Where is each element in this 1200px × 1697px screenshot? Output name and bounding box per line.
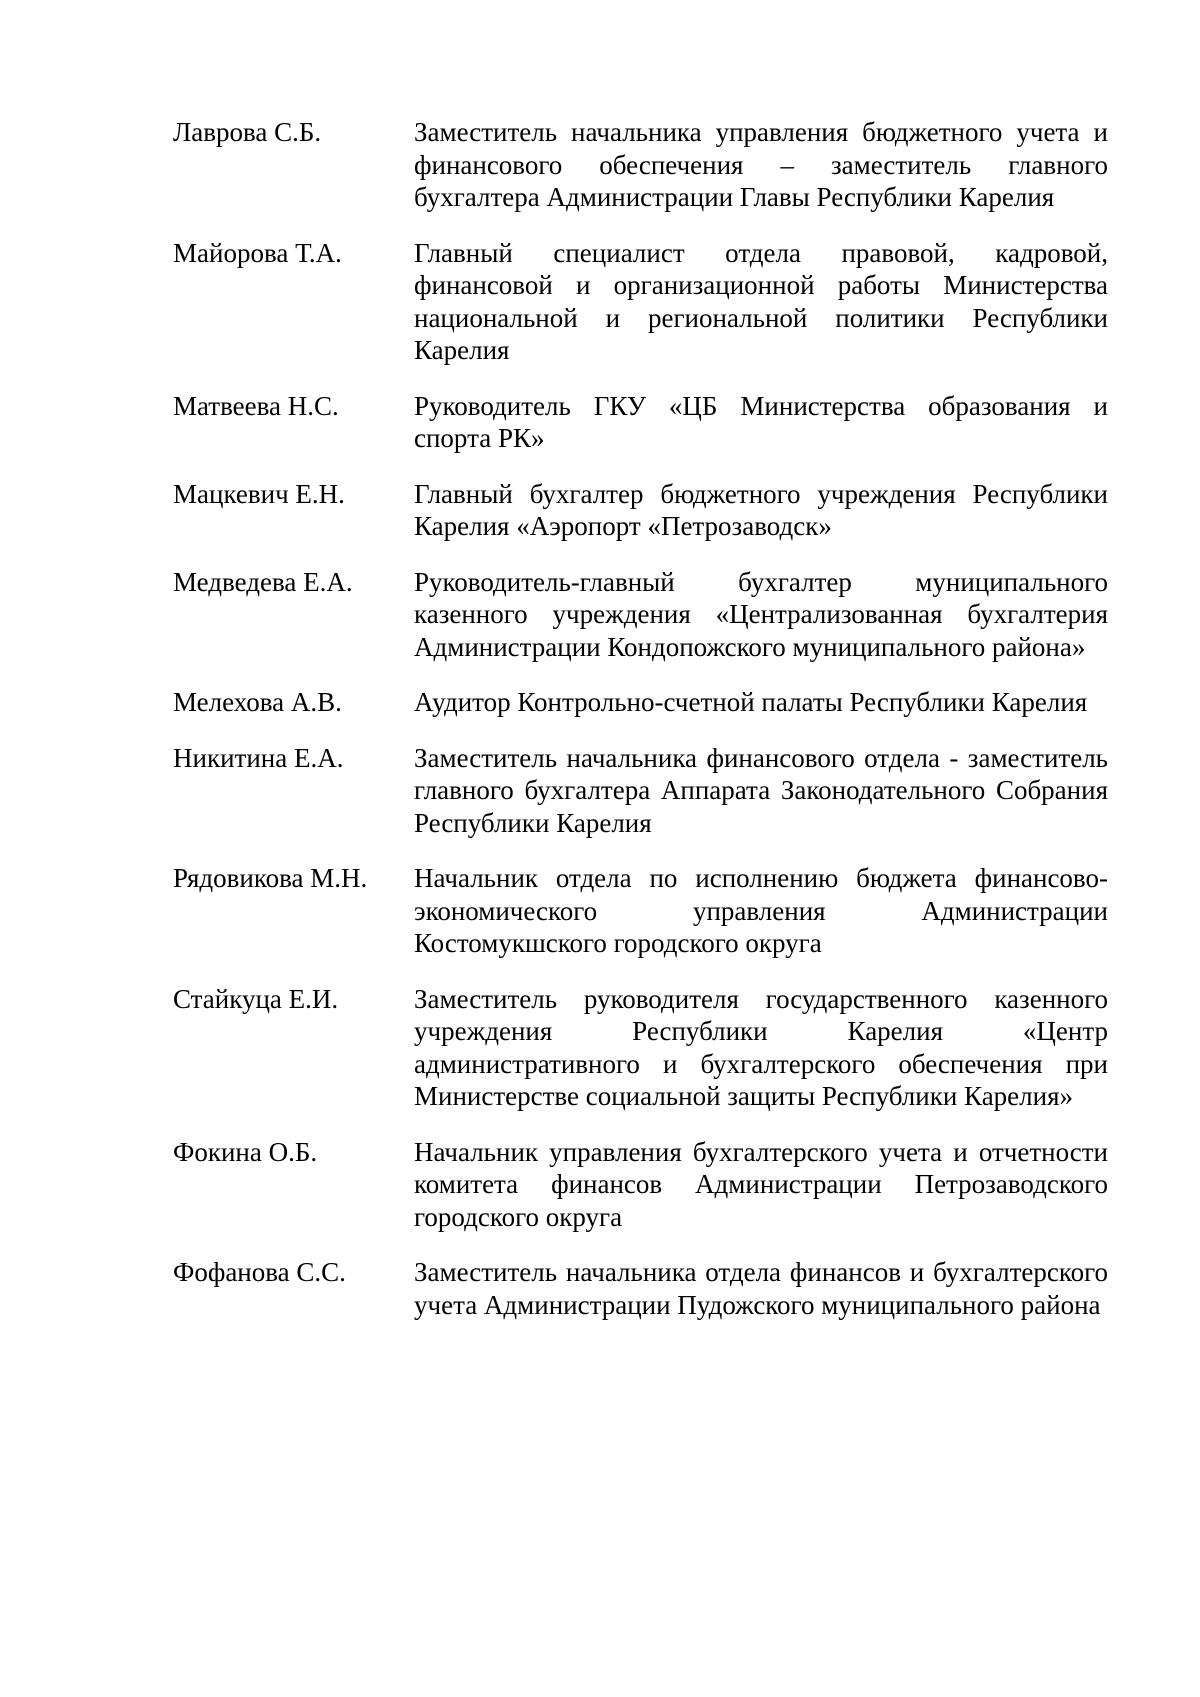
member-name: Рядовикова М.Н. xyxy=(173,863,368,893)
member-name: Стайкуца Е.И. xyxy=(173,983,339,1014)
member-entry xyxy=(173,390,1113,455)
member-entry xyxy=(173,862,1113,960)
member-name: Фофанова С.С. xyxy=(173,1257,346,1287)
member-name: Никитина Е.А. xyxy=(173,742,344,773)
member-name: Медведева Е.А. xyxy=(173,566,353,597)
member-name: Матвеева Н.С. xyxy=(173,390,339,421)
member-position: Аудитор Контрольно-счетной палаты Республики Карелия xyxy=(414,687,1088,717)
member-entry xyxy=(173,983,1113,1113)
member-entry xyxy=(173,116,1113,214)
member-entry xyxy=(173,1136,1113,1234)
member-name: Мелехова А.В. xyxy=(173,687,342,717)
member-entry xyxy=(173,686,1113,719)
member-name: Фокина О.Б. xyxy=(173,1136,318,1167)
member-list xyxy=(173,116,1113,1344)
member-entry xyxy=(173,478,1113,543)
member-position: Заместитель руководителя государственного казенного учреждения Республики Карелия «Центр административного и бухгалтерского обеспечения при Министерстве социальной защиты Республики Карелия» xyxy=(414,983,1108,1111)
member-position: Руководитель-главный бухгалтер муниципального казенного учреждения «Централизованная бухгалтерия Администрации Кондопожского муниципального района» xyxy=(414,566,1108,662)
member-entry xyxy=(173,566,1113,664)
member-entry xyxy=(173,237,1113,367)
member-position: Главный бухгалтер бюджетного учреждения Республики Карелия «Аэропорт «Петрозаводск» xyxy=(414,478,1108,541)
member-position: Руководитель ГКУ «ЦБ Министерства образования и спорта РК» xyxy=(414,390,1108,453)
member-entry xyxy=(173,742,1113,840)
member-position: Заместитель начальника управления бюджетного учета и финансового обеспечения – заместитель главного бухгалтера Администрации Главы Республики Карелия xyxy=(414,117,1108,212)
member-name: Майорова Т.А. xyxy=(173,237,342,268)
member-position: Начальник управления бухгалтерского учета и отчетности комитета финансов Администрации Петрозаводского городского округа xyxy=(414,1136,1108,1232)
member-position: Главный специалист отдела правовой, кадровой, финансовой и организационной работы Министерства национальной и региональной политики Республики Карелия xyxy=(414,237,1108,365)
member-entry xyxy=(173,1256,1113,1321)
member-name: Лаврова С.Б. xyxy=(173,117,322,147)
member-position: Начальник отдела по исполнению бюджета финансово-экономического управления Администрации Костомукшского городского округа xyxy=(414,863,1108,958)
member-position: Заместитель начальника финансового отдела - заместитель главного бухгалтера Аппарата Законодательного Собрания Республики Карелия xyxy=(414,742,1108,838)
member-name: Мацкевич Е.Н. xyxy=(173,478,345,509)
member-position: Заместитель начальника отдела финансов и бухгалтерского учета Администрации Пудожского муниципального района xyxy=(414,1257,1108,1320)
